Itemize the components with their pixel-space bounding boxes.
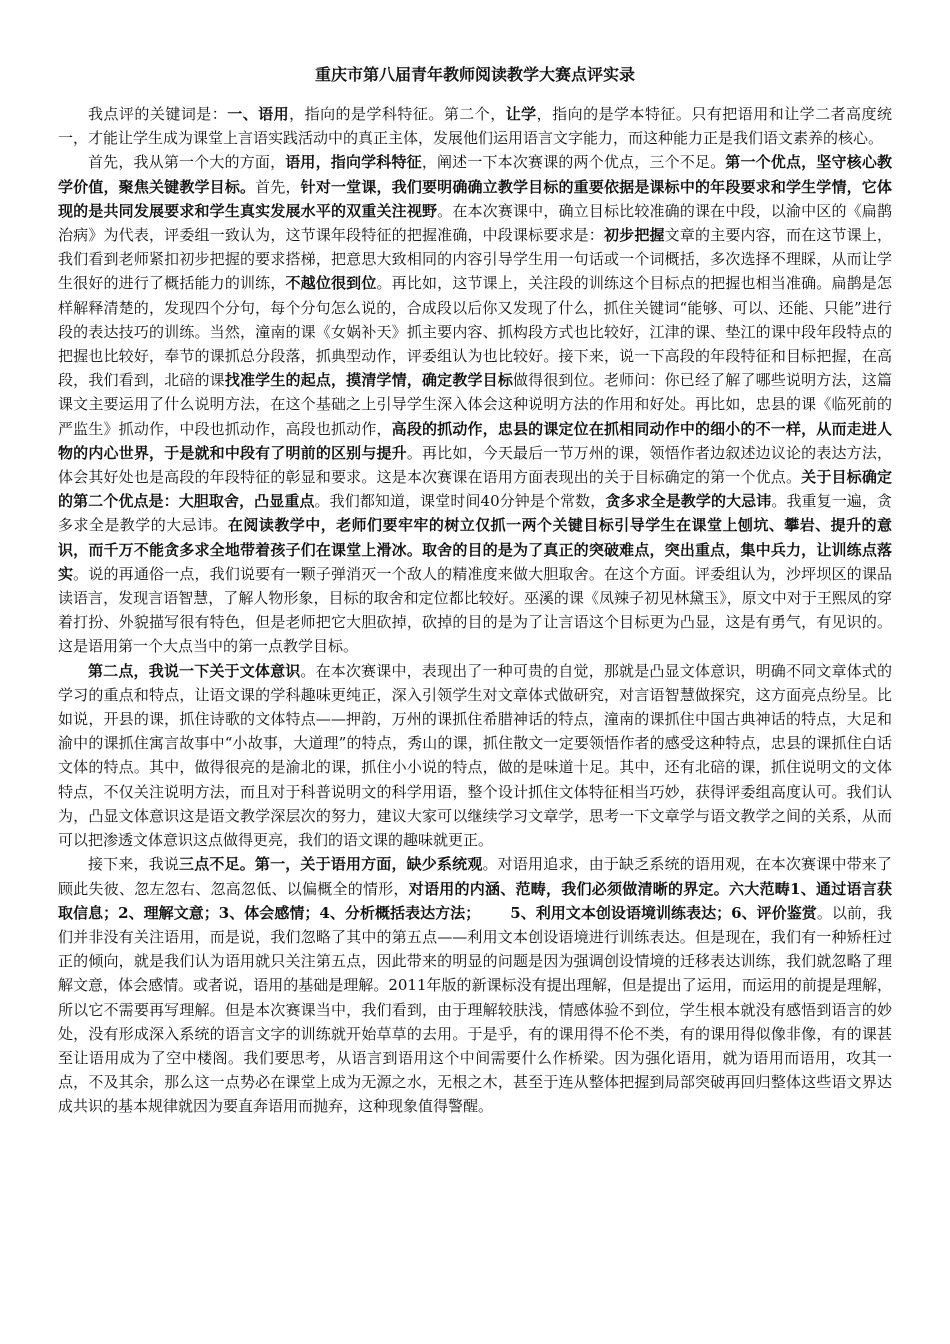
text-run: 。对语用追求，由于缺乏系统的语用观，在本次赛课中带来了顾此失彼、忽左忽右、忽高忽低、以偏概全的情形， [58,855,892,898]
bold-text-run: 高段的抓动作，忠县的课定位在抓相同动作中的细小的不一样，从而走进人物的内心世界，于是就和中段有了明前的区别与提升 [58,419,892,462]
bold-text-run: 对语用的内涵、范畴，我们必须做清晰的界定。六大范畴1、通过语言获取信息；2、理解文意；3、体会感情；4、分析概括表达方法； 5、利用文本创设语境训练表达；6、评价鉴赏 [58,879,892,922]
text-run: 首先， [255,177,301,196]
text-run: 。在本次赛课中，表现出了一种可贵的自觉，那就是凸显文体意识，明确不同文章体式的学习的重点和特点，让语文课的学科趣味更纯正，深入引领学生对文章体式做研究，对言语智慧做探究，这方面亮点纷呈。比如说，开县的课，抓住诗歌的文体特点——押韵，万州的课抓住希腊神话的特点，潼南的课抓住中国古典神话的特点，大足和渝中的课抓住寓言故事中“小故事，大道理”的特点，秀山的课，抓住散文一定要领悟作者的感受这种特点，忠县的课抓住白话文体的特点。其中，做得很亮的是渝北的课，抓住小小说的特点，做的是味道十足。其中，还有北碚的课，抓住说明文的文体特点，不仅关注说明方法，而且对于科普说明文的科学用语，整个设计抓住文体特征相当巧妙，获得评委组高度认可。我们认为，凸显文体意识这是语文教学深层次的努力，建议大家可以继续学习文章学，思考一下文章学与语文教学之间的关系，从而可以把渗透文体意识这点做得更亮，我们的语文课的趣味就更正。 [58,661,892,850]
bold-text-run: 找准学生的起点，摸清学情，确定教学目标 [224,371,513,390]
bold-text-run: 让学 [505,105,537,123]
text-run: 。再比如，今天最后一节万州的课，领悟作者边叙述边议论的表达方法，体会其好处也是高段的年段特征的彰显和要求。这是本次赛课在语用方面表现出的关于目标确定的第一个优点。 [58,443,892,487]
text-run: ，指向的是学本特征。只有把语用和让学二者高度统一，才能让学生成为课堂上言语实践活动中的真正主体，发展他们运用语言文字能力，而这种能力正是我们语文素养的核心。 [58,105,892,148]
paragraph [58,659,892,853]
text-run: 首先，我从第一个大的方面， [88,153,286,172]
bold-text-run: 不越位很到位 [285,274,377,293]
bold-text-run: 关于目标确定的第二个优点是：大胆取舍，凸显重点 [58,468,892,511]
paragraph [58,852,892,1118]
text-run: 。以前，我们并非没有关注语用，而是说，我们忽略了其中的第五点——利用文本创设语境进行训练表达。但是现在，我们有一种矫枉过正的倾向，就是我们认为语用就只关注第五点，因此带来的明显的问题是因为强调创设情境的迁移表达训练，我们就忽略了理解文意，体会感情。或者说，语用的基础是理解。2011年版的新课标没有提出理解，但是提出了运用，而运用的前提是理解，所以它不需要再写理解。但是本次赛课当中，我们看到，由于理解较肤浅，情感体验不到位，学生根本就没有感悟到语言的妙处，没有形成深入系统的语言文字的训练就开始草草的去用。于是乎，有的课用得不伦不类，有的课用得似像非像，有的课甚至让语用成为了空中楼阁。我们要思考，从语言到语用这个中间需要什么作桥梁。因为强化语用，就为语用而语用，攻其一点，不及其余，那么这一点势必在课堂上成为无源之水，无根之木，甚至于连从整体把握到局部突破再回归整体这些语文界达成共识的基本规律就因为要直奔语用而抛弃，这种现象值得警醒。 [58,903,892,1116]
text-run: 。我们都知道，课堂时间40分钟是个常数， [314,492,606,511]
text-run: ，阐述一下本次赛课的两个优点，三个不足。 [421,153,726,172]
paragraph [58,102,892,150]
text-run: 。我重复一遍，贪多求全是教学的大忌讳。 [58,492,892,535]
text-run: 我点评的关键词是： [88,105,228,123]
bold-text-run: 第一个优点，坚守核心教学价值，聚焦关键教学目标。 [58,153,892,196]
text-run: 。再比如，这节课上，关注段的训练这个目标点的把握也相当准确。扁鹊是怎样解释清楚的，发现四个分句，每个分句怎么说的，合成段以后你又发现了什么，抓住关键词“能够、可以、还能、只能”进行段的表达技巧的训练。当然，潼南的课《女娲补天》抓主要内容、抓构段方式也比较好，江津的课、垫江的课中段年段特点的把握也比较好，奉节的课抓总分段落，抓典型动作，评委组认为也比较好。接下来，说一下高段的年段特征和目标把握，在高段，我们看到，北碚的课 [58,274,892,390]
bold-text-run: 针对一堂课，我们要明确确立教学目标的重要依据是课标中的年段要求和学生学情，它体现的是共同发展要求和学生真实发展水平的双重关注视野 [58,177,892,220]
text-run: ，指向的是学科特征。第二个， [289,105,506,123]
document-body [58,102,892,1119]
bold-text-run: 初步把握 [603,226,665,245]
text-run: 。在本次赛课中，确立目标比较准确的课在中段，以渝中区的《扁鹊治病》为代表，评委组一致认为，这节课年段特征的把握准确，中段课标要求是： [58,201,892,245]
bold-text-run: 语用，指向学科特征 [285,153,422,172]
text-run: 做得很到位。老师问：你已经了解了哪些说明方法，这篇课文主要运用了什么说明方法，在这个基础之上引导学生深入体会这种说明方法的作用和好处。再比如，忠县的课《临死前的严监生》抓动作，中段也抓动作，高段也抓动作， [58,371,892,438]
text-run: 文章的主要内容，而在这节课上，我们看到老师紧扣初步把握的要求搭梯，把意思大致相同的内容引导学生用一句话或一个词概括，多次选择不理睬，从而让学生很好的进行了概括能力的训练， [58,226,892,293]
bold-text-run: 贪多求全是教学的大忌讳 [605,492,772,511]
bold-text-run: 在阅读教学中，老师们要牢牢的树立仅抓一两个关键目标引导学生在课堂上刨坑、攀岩、提升的意识，而千万不能贪多求全地带着孩子们在课堂上滑冰。取舍的目的是为了真正的突破难点，突出重点，集中兵力，让训练点落实 [58,516,892,583]
bold-text-run: 第二点，我说一下关于文体意识 [88,661,301,680]
document-title: 重庆市第八届青年教师阅读教学大赛点评实录 [314,65,635,84]
bold-text-run: 三点不足。第一，关于语用方面，缺少系统观 [179,855,483,874]
paragraph [58,150,892,658]
bold-text-run: 一、语用 [227,105,290,123]
text-run: 。说的再通俗一点，我们说要有一颗子弹消灭一个敌人的精准度来做大胆取舍。在这个方面。评委组认为，沙坪坝区的课品读语言，发现言语智慧，了解人物形象，目标的取舍和定位都比较好。巫溪的课《凤辣子初见林黛玉》，原文中对于王熙凤的穿着打扮、外貌描写很有特色，但是老师把它大胆砍掉，砍掉的目的是为了让言语这个目标更为凸显，这是有勇气，有见识的。这是语用第一个大点当中的第一点教学目标。 [58,564,892,656]
text-run: 接下来，我说 [88,855,180,874]
